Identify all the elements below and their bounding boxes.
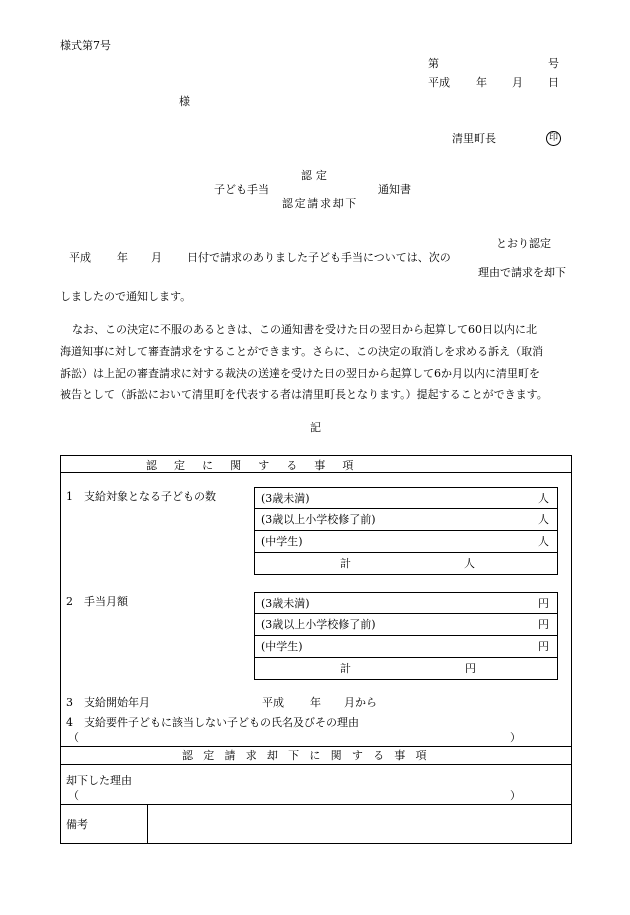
appeal-line-1: なお、この決定に不服のあるときは、この通知書を受けた日の翌日から起算して60日以内に北 [72,323,537,336]
row-unit: 人 [538,492,549,505]
body-option-certify: とおり認定 [496,237,551,250]
appeal-line-4: 被告として（訴訟において清里町を代表する者は清里町長となります。）提起することができます。 [60,388,548,401]
row-label: (3歳未満) [261,492,310,505]
total-label: 計 [340,557,351,570]
title-prefix: 子ども手当 [214,183,269,196]
item4-close-paren: ） [510,731,521,744]
section2-top-divider [60,746,572,747]
body-line1-text: 日付で請求のありました子ども手当については、次の [187,251,451,264]
remarks-label: 備考 [66,818,88,831]
body-line2: しましたので通知します。 [60,290,192,303]
number-prefix: 第 [428,57,439,70]
item2-row-total [254,658,558,680]
total-label: 計 [340,662,351,675]
item1-row-total [254,553,558,575]
row-label: (3歳以上小学校修了前) [261,513,376,526]
total-unit: 人 [464,557,475,570]
item1-row-middle [254,531,558,553]
date-year-unit: 年 [476,76,487,89]
remarks-divider [60,804,572,805]
reject-close-paren: ） [510,789,521,802]
title-suffix: 通知書 [378,183,411,196]
body-option-reject: 理由で請求を却下 [478,266,566,279]
item2-row-under3 [254,592,558,614]
item3-year-unit: 年 [310,696,321,709]
item4-label: 4 支給要件子どもに該当しない子どもの氏名及びその理由 [66,716,359,729]
body-year-unit: 年 [117,251,128,264]
issuer-name: 清里町長 [452,132,496,145]
addressee-suffix: 様 [179,95,190,108]
section1-header: 認定に関する事項 [146,459,371,472]
date-day-unit: 日 [548,76,559,89]
total-unit: 円 [465,662,476,675]
row-label: (中学生) [261,535,303,548]
item1-row-3to-primary [254,509,558,531]
item3-era: 平成 [262,696,284,709]
reject-open-paren: （ [68,789,79,802]
body-month-unit: 月 [151,251,162,264]
section2-divider [60,764,572,765]
item2-label: 2 手当月額 [66,595,128,608]
seal-mark: 印 [546,131,561,146]
row-label: (3歳未満) [261,597,310,610]
item1-label: 1 支給対象となる子どもの数 [66,490,216,503]
title-option-certify: 認定 [301,169,331,182]
title-option-reject: 認定請求却下 [282,197,358,210]
item2-row-3to-primary [254,614,558,636]
item3-label: 3 支給開始年月 [66,696,150,709]
reject-reason-label: 却下した理由 [66,774,132,787]
row-unit: 人 [538,535,549,548]
item4-open-paren: （ [68,731,79,744]
number-suffix: 号 [548,57,559,70]
row-unit: 円 [538,618,549,631]
row-unit: 円 [538,640,549,653]
section2-header: 認定請求却下に関する事項 [182,749,437,762]
row-unit: 円 [538,597,549,610]
date-era: 平成 [428,76,450,89]
ki-heading: 記 [310,421,321,434]
item3-month-suffix: 月から [344,696,377,709]
body-era: 平成 [69,251,91,264]
item1-row-under3 [254,487,558,509]
remarks-column-divider [147,804,148,844]
section1-divider [60,472,572,473]
date-month-unit: 月 [512,76,523,89]
row-unit: 人 [538,513,549,526]
form-id: 様式第7号 [60,39,111,52]
appeal-line-3: 訴訟）は上記の審査請求に対する裁決の送達を受けた日の翌日から起算して6か月以内に清里町を [60,367,540,380]
row-label: (中学生) [261,640,303,653]
row-label: (3歳以上小学校修了前) [261,618,376,631]
item2-row-middle [254,636,558,658]
appeal-line-2: 海道知事に対して審査請求をすることができます。さらに、この決定の取消しを求める訴え（取消 [60,345,544,358]
